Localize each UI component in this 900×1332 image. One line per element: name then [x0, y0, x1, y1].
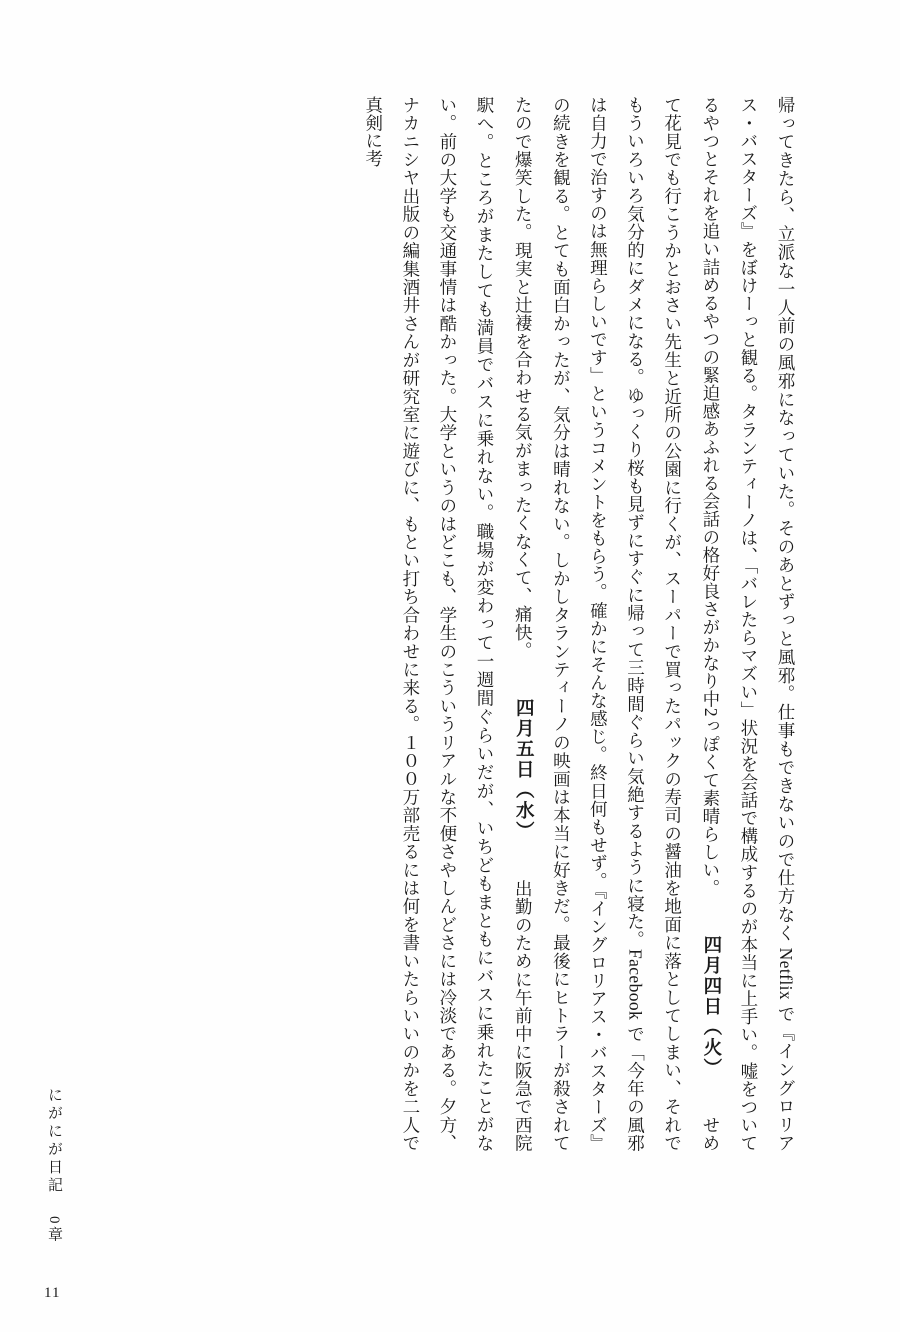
- text-flow: [355, 96, 804, 1152]
- running-head-title: にがにが日記: [46, 1086, 62, 1195]
- page-number: 11: [44, 1285, 61, 1301]
- running-head: [44, 1087, 65, 1244]
- paragraph-1: 帰ってきたら、立派な一人前の風邪になっていた。そのあとずっと風邪。仕事もできないので仕方なく Netflix で『イングロリアス・バスターズ』をぼけーっと観る。タランティーノは、「バレたらマズい」状況を会話で構成するのが本当に上手い。嘘をついてるやつとそれを追い詰めるやつの緊迫感あふれる会話の格好良さがかなり中2っぽくて素晴らしい。: [700, 96, 796, 1152]
- paragraph-2: せめて花見でも行こうかとおさい先生と近所の公園に行くが、スーパーで買ったパックの寿司の醤油を地面に落としてしまい、それでもういろいろ気分的にダメになる。ゆっくり桜も見ずにすぐに帰って三時間ぐらい気絶するように寝た。Facebook で「今年の風邪は自力で治すのは無理らしいです」というコメントをもらう。確かにそんな感じ。終日何もせず。『イングロリアス・バスターズ』の続きを観る。とても面白かったが、気分は晴れない。しかしタランティーノの映画は本当に好きだ。最後にヒトラーが殺されてたので爆笑した。現実と辻褄を合わせる気がまったくなくて、痛快。: [513, 96, 721, 1152]
- paragraph-3: 出勤のために午前中に阪急で西院駅へ。ところがまたしても満員でバスに乗れない。職場が変わって一週間ぐらいだが、いちどもまともにバスに乗れたことがない。前の大学も交通事情は酷かった。大学というのはどこも、学生のこういうリアルな不便さやしんどさには冷淡である。夕方、ナカニシヤ出版の編集酒井さんが研究室に遊びに、もとい打ち合わせに来る。１００万部売るには何を書いたらいいのかを二人で真剣に考: [363, 96, 534, 1152]
- vertical-text-area: [72, 96, 804, 1236]
- running-head-chapter: 0章: [46, 1215, 62, 1244]
- diary-heading-april-4: 四月四日（火）: [700, 934, 721, 1079]
- diary-heading-april-5: 四月五日（水）: [513, 697, 534, 842]
